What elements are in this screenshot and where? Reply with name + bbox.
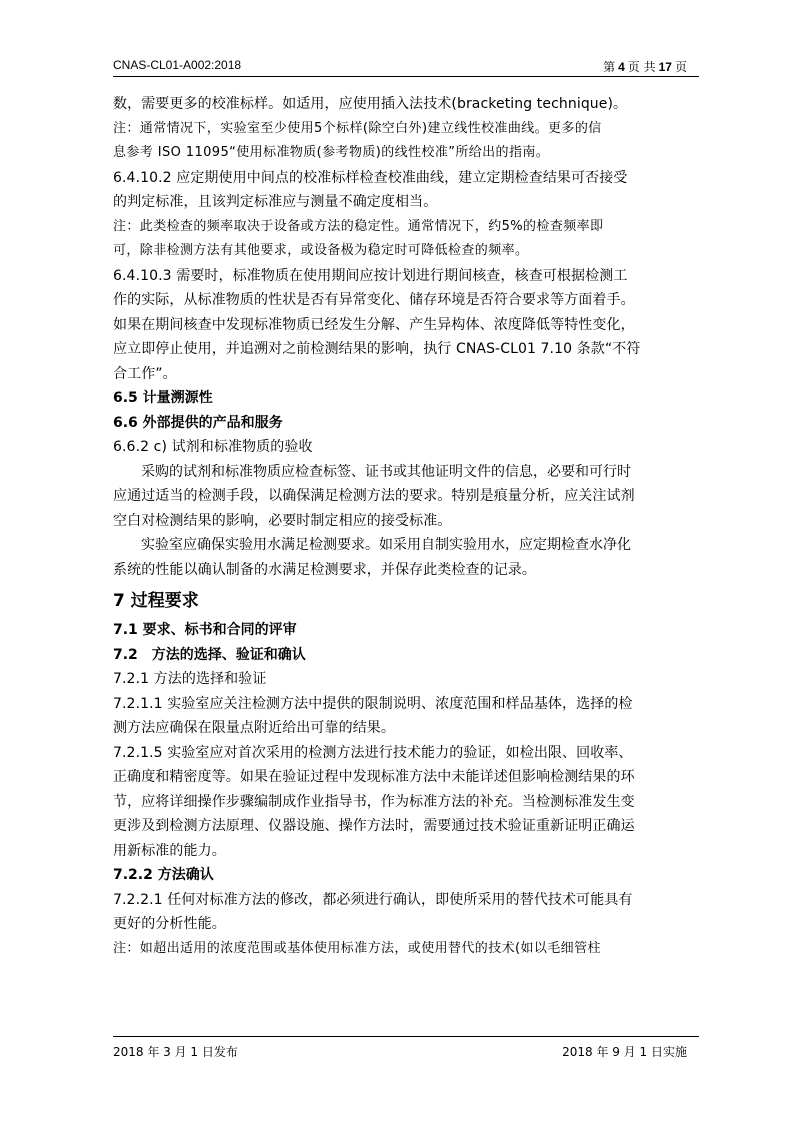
- page-prefix: 第: [603, 60, 616, 74]
- page-suffix: 页: [674, 60, 687, 74]
- note-line: 可，除非检测方法有其他要求，或设备极为稳定时可降低检查的频率。: [113, 243, 529, 258]
- text-line: 系统的性能以确认制备的水满足检测要求，并保存此类检查的记录。: [113, 561, 536, 578]
- note-line: 注：如超出适用的浓度范围或基体使用标准方法，或使用替代的技术(如以毛细管柱: [113, 940, 601, 956]
- note-line: 注：通常情况下，实验室至少使用5个标样(除空白外)建立线性校准曲线。更多的信: [113, 120, 602, 136]
- text-line: 作的实际，从标准物质的性状是否有异常变化、储存环境是否符合要求等方面着手。: [113, 292, 635, 308]
- publish-date: 2018 年 3 月 1 日发布: [113, 1045, 238, 1059]
- text-line: 7.2.1.1 实验室应关注检测方法中提供的限制说明、浓度范围和样品基体，选择的检: [113, 695, 633, 712]
- text-line: 6.4.10.2 应定期使用中间点的校准标样检查校准曲线，建立定期检查结果可否接受: [113, 169, 628, 186]
- text-line: 6.4.10.3 需要时，标准物质在使用期间应按计划进行期间核查，核查可根据检测工: [113, 267, 628, 284]
- text-line: 7.2.1.5 实验室应对首次采用的检测方法进行技术能力的验证，如检出限、回收率、: [113, 744, 633, 761]
- text-line: 6.6.2 c) 试剂和标准物质的验收: [113, 439, 313, 455]
- text-line: 应立即停止使用，并追溯对之前检测结果的影响，执行 CNAS-CL01 7.10 条款“不符: [113, 341, 641, 357]
- header-divider: [113, 76, 699, 77]
- section-heading: 7.1 要求、标书和合同的评审: [113, 622, 297, 638]
- text-line: 7.2.2.1 任何对标准方法的修改，都必须进行确认，即使所采用的替代技术可能具有: [113, 891, 633, 908]
- text-line: 更涉及到检测方法原理、仪器设施、操作方法时，需要通过技术验证重新证明正确运: [113, 818, 635, 834]
- effective-date: 2018 年 9 月 1 日实施: [562, 1045, 687, 1059]
- page-footer: [113, 1041, 699, 1061]
- footer-divider: [113, 1036, 699, 1037]
- text-line: 7.2.1 方法的选择和验证: [113, 671, 267, 687]
- document-id: CNAS-CL01-A002:2018: [113, 58, 242, 72]
- page-counter: [603, 58, 687, 75]
- text-line: 采购的试剂和标准物质应检查标签、证书或其他证明文件的信息，必要和可行时: [141, 463, 631, 480]
- document-body: [113, 92, 699, 961]
- page-header: [113, 56, 699, 76]
- text-line: 用新标准的能力。: [113, 842, 226, 859]
- page-mid: 页 共: [627, 60, 656, 74]
- page-number: 4: [618, 60, 625, 74]
- text-line: 应通过适当的检测手段，以确保满足检测方法的要求。特别是痕量分析，应关注试剂: [113, 488, 635, 504]
- page-total: 17: [658, 60, 672, 74]
- note-line: 息参考 ISO 11095“使用标准物质(参考物质)的线性校准”所给出的指南。: [113, 145, 550, 160]
- text-line: 实验室应确保实验用水满足检测要求。如采用自制实验用水，应定期检查水净化: [141, 537, 631, 553]
- text-line: 数，需要更多的校准标样。如适用，应使用插入法技术(bracketing technique)。: [113, 96, 628, 112]
- note-line: 注：此类检查的频率取决于设备或方法的稳定性。通常情况下，约5%的检查频率即: [113, 218, 604, 234]
- text-line: 的判定标准，且该判定标准应与测量不确定度相当。: [113, 194, 438, 210]
- text-line: 如果在期间核查中发现标准物质已经发生分解、产生异构体、浓度降低等特性变化，: [113, 316, 635, 333]
- section-heading: 7.2 方法的选择、验证和确认: [113, 646, 306, 663]
- text-line: 测方法应确保在限量点附近给出可靠的结果。: [113, 720, 395, 736]
- text-line: 节，应将详细操作步骤编制成作业指导书，作为标准方法的补充。当检测标准发生变: [113, 793, 635, 810]
- section-heading: 6.6 外部提供的产品和服务: [113, 414, 283, 431]
- text-line: 正确度和精密度等。如果在验证过程中发现标准方法中未能详述但影响检测结果的环: [113, 769, 635, 785]
- section-heading: 7 过程要求: [113, 591, 199, 611]
- text-line: 空白对检测结果的影响，必要时制定相应的接受标准。: [113, 512, 452, 529]
- section-heading: 6.5 计量溯源性: [113, 390, 213, 406]
- text-line: 合工作”。: [113, 365, 177, 382]
- text-line: 更好的分析性能。: [113, 916, 226, 932]
- section-heading: 7.2.2 方法确认: [113, 867, 214, 883]
